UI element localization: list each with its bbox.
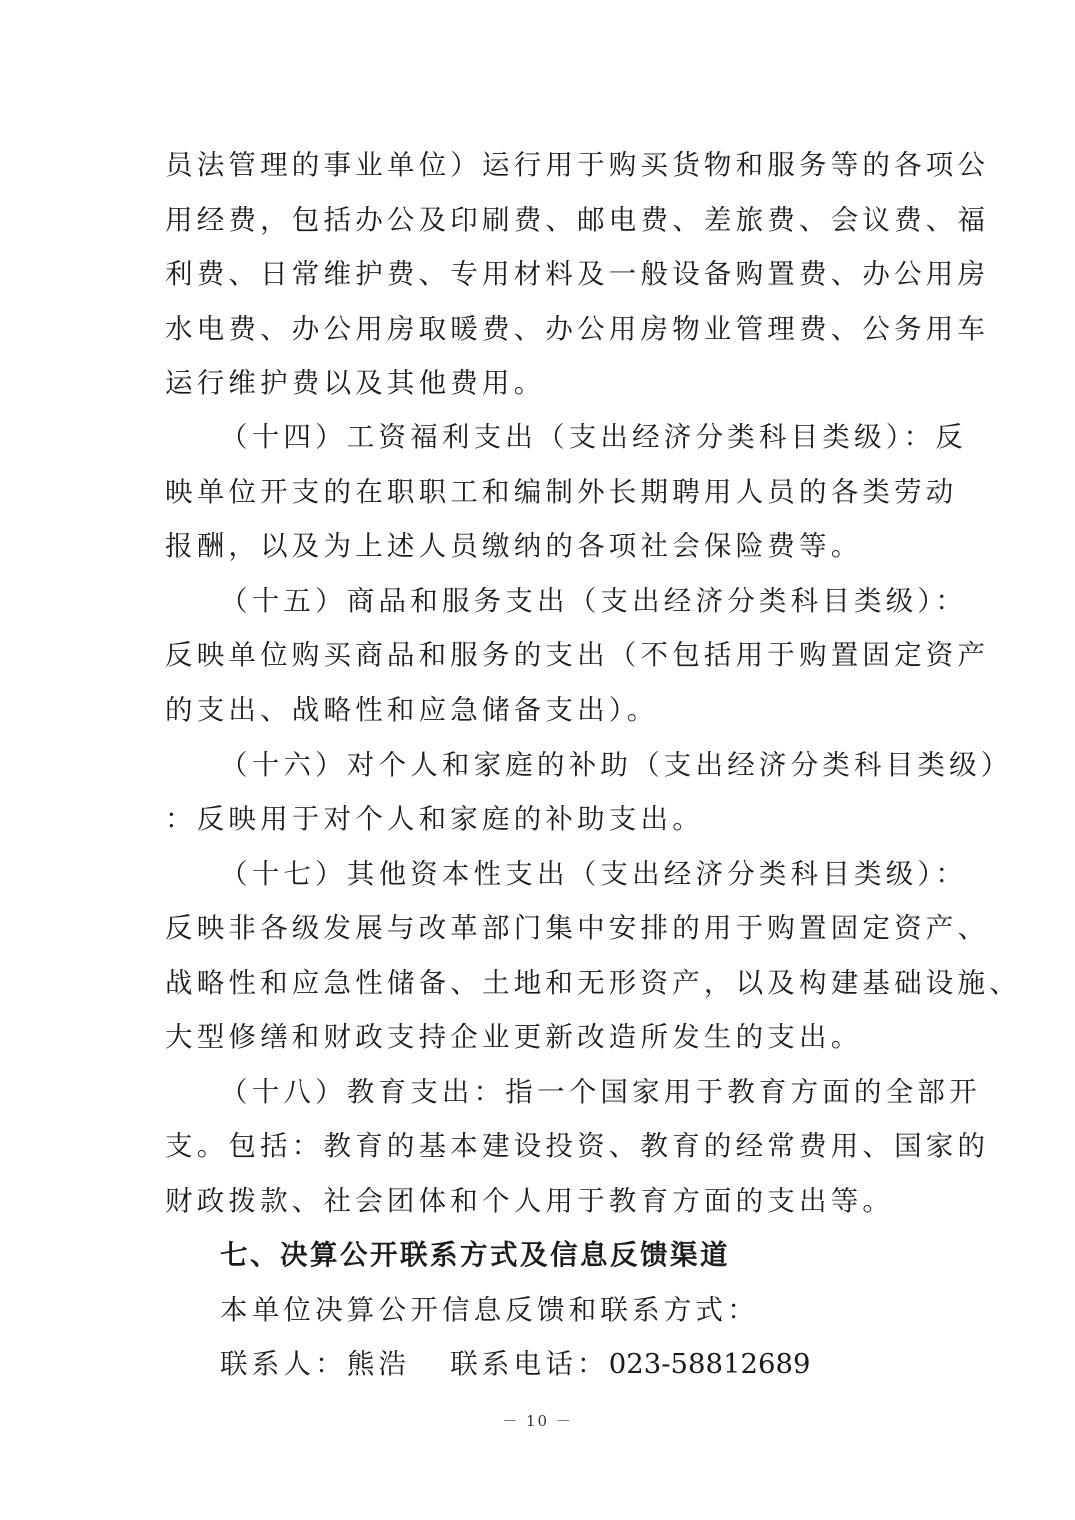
paragraph-line: （十七）其他资本性支出（支出经济分类科目类级）： <box>220 858 968 890</box>
paragraph-line: 员法管理的事业单位）运行用于购买货物和服务等的各项公 <box>165 149 990 181</box>
paragraph-line: 支。包括：教育的基本建设投资、教育的经常费用、国家的 <box>165 1130 990 1162</box>
paragraph-line: 利费、日常维护费、专用材料及一般设备购置费、办公用房 <box>165 258 990 290</box>
section-heading: 七、决算公开联系方式及信息反馈渠道 <box>220 1239 730 1271</box>
phone-number: 023-58812689 <box>608 1348 811 1380</box>
contact-person: 熊浩 <box>346 1348 411 1380</box>
paragraph-line: 的支出、战略性和应急储备支出）。 <box>165 694 659 726</box>
paragraph-line: （十四）工资福利支出（支出经济分类科目类级）：反 <box>220 421 968 453</box>
contact-line <box>220 1344 810 1384</box>
paragraph-line: 战略性和应急性储备、土地和无形资产，以及构建基础设施、 <box>165 967 1021 999</box>
paragraph-line: 大型修缮和财政支持企业更新改造所发生的支出。 <box>165 1021 863 1053</box>
paragraph-line: 报酬，以及为上述人员缴纳的各项社会保险费等。 <box>165 530 863 562</box>
paragraph-line: 映单位开支的在职职工和编制外长期聘用人员的各类劳动 <box>165 476 958 508</box>
paragraph-line: 反映非各级发展与改革部门集中安排的用于购置固定资产、 <box>165 912 990 944</box>
page-number: － 10 － <box>502 1412 573 1430</box>
paragraph-line: 水电费、办公用房取暖费、办公用房物业管理费、公务用车 <box>165 313 990 345</box>
paragraph-line: 运行维护费以及其他费用。 <box>165 367 546 399</box>
contact-person-label: 联系人： <box>220 1348 347 1380</box>
paragraph-line: （十五）商品和服务支出（支出经济分类科目类级）： <box>220 585 968 617</box>
paragraph-line: 反映单位购买商品和服务的支出（不包括用于购置固定资产 <box>165 639 990 671</box>
contact-intro: 本单位决算公开信息反馈和联系方式： <box>220 1294 759 1326</box>
paragraph-line: （十六）对个人和家庭的补助（支出经济分类科目类级） <box>220 749 1013 781</box>
paragraph-line: 用经费，包括办公及印刷费、邮电费、差旅费、会议费、福 <box>165 204 990 236</box>
paragraph-line: 财政拨款、社会团体和个人用于教育方面的支出等。 <box>165 1185 895 1217</box>
phone-label: 联系电话： <box>450 1348 609 1380</box>
paragraph-line: （十八）教育支出：指一个国家用于教育方面的全部开 <box>220 1076 981 1108</box>
paragraph-line: ：反映用于对个人和家庭的补助支出。 <box>165 803 704 835</box>
